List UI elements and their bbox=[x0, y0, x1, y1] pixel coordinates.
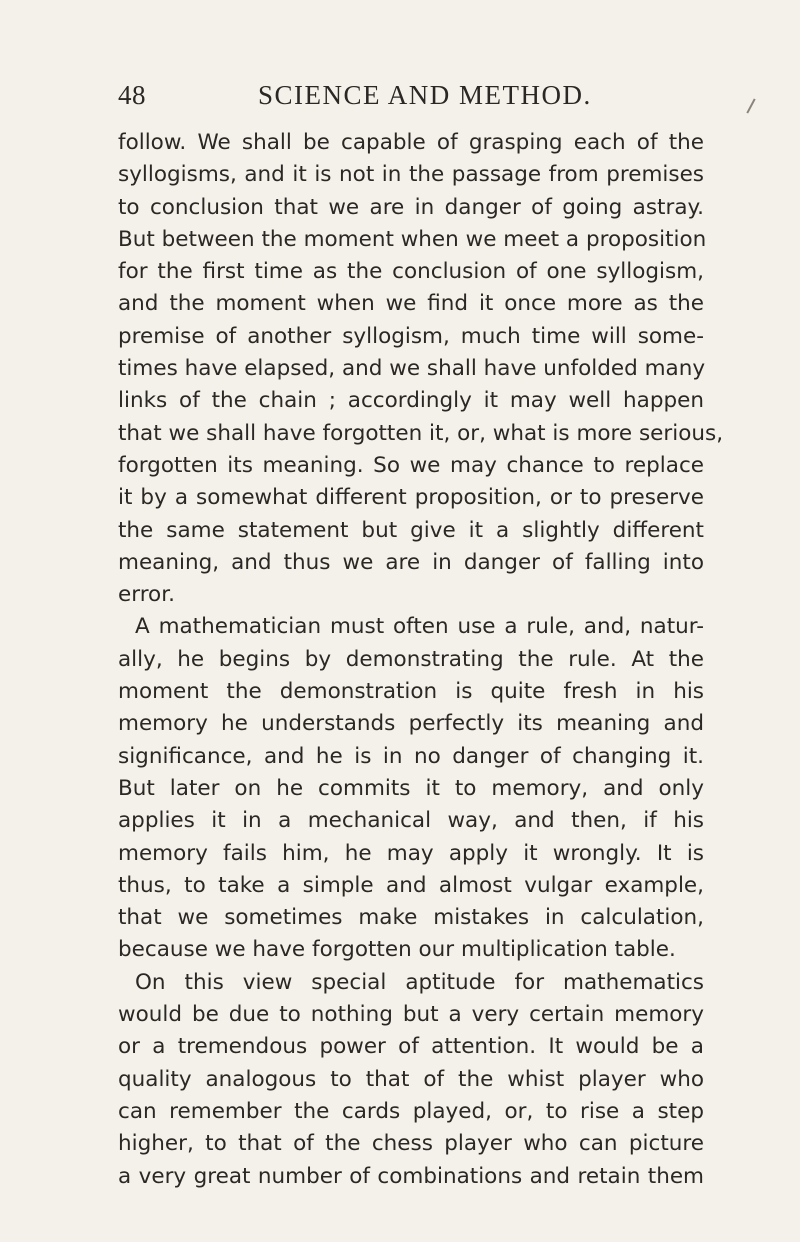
text-line-14: meaning, and thus we are in danger of falling into bbox=[118, 549, 704, 575]
text-line-8: times have elapsed, and we shall have unfolded many bbox=[118, 356, 706, 382]
text-line-28: would be due to nothing but a very certain memory bbox=[118, 1002, 704, 1028]
text-line-30: quality analogous to that of the whist player who bbox=[118, 1066, 704, 1092]
text-line-4: But between the moment when we meet a proposition bbox=[118, 226, 707, 252]
text-line-1: follow. We shall be capable of grasping each of the bbox=[118, 130, 704, 155]
text-line-33: a very great number of combinations and retain them bbox=[118, 1163, 704, 1189]
text-line-16: A mathematician must often use a rule, and, natur- bbox=[135, 614, 704, 640]
page-number: 48 bbox=[118, 80, 146, 110]
text-line-25: that we sometimes make mistakes in calculation, bbox=[118, 905, 704, 931]
text-line-18: moment the demonstration is quite fresh in his bbox=[118, 679, 704, 705]
text-line-32: higher, to that of the chess player who can picture bbox=[118, 1131, 704, 1157]
text-line-19: memory he understands perfectly its meaning and bbox=[118, 711, 704, 737]
text-line-20: significance, and he is in no danger of changing it. bbox=[118, 743, 704, 769]
text-line-9: links of the chain ; accordingly it may well happen bbox=[118, 388, 704, 414]
text-line-22: applies it in a mechanical way, and then, if his bbox=[118, 808, 704, 834]
text-line-15: error. bbox=[118, 582, 175, 608]
text-line-6: and the moment when we find it once more as the bbox=[118, 291, 704, 317]
text-line-21: But later on he commits it to memory, and only bbox=[118, 775, 704, 801]
body-text bbox=[118, 127, 724, 1193]
margin-mark bbox=[746, 98, 755, 113]
text-line-23: memory fails him, he may apply it wrongly. It is bbox=[118, 840, 704, 866]
text-line-26: because we have forgotten our multiplication table. bbox=[118, 937, 676, 963]
text-line-2: syllogisms, and it is not in the passage from premises bbox=[118, 162, 704, 188]
text-line-5: for the first time as the conclusion of one syllogism, bbox=[118, 259, 704, 285]
text-line-24: thus, to take a simple and almost vulgar example, bbox=[118, 872, 704, 898]
running-title: SCIENCE AND METHOD. bbox=[258, 80, 592, 110]
text-line-13: the same statement but give it a slightly different bbox=[118, 517, 704, 543]
text-line-29: or a tremendous power of attention. It would be a bbox=[118, 1034, 704, 1060]
text-line-27: On this view special aptitude for mathematics bbox=[135, 969, 704, 995]
text-line-11: forgotten its meaning. So we may chance to replace bbox=[118, 452, 704, 478]
text-line-31: can remember the cards played, or, to rise a step bbox=[118, 1098, 704, 1124]
text-line-3: to conclusion that we are in danger of going astray. bbox=[118, 194, 704, 220]
text-line-12: it by a somewhat different proposition, or to preserve bbox=[118, 485, 704, 511]
running-head bbox=[118, 80, 678, 120]
text-line-17: ally, he begins by demonstrating the rule. At the bbox=[118, 646, 704, 672]
text-line-7: premise of another syllogism, much time will some- bbox=[118, 323, 704, 349]
text-line-10: that we shall have forgotten it, or, what is more serious, bbox=[118, 420, 724, 446]
